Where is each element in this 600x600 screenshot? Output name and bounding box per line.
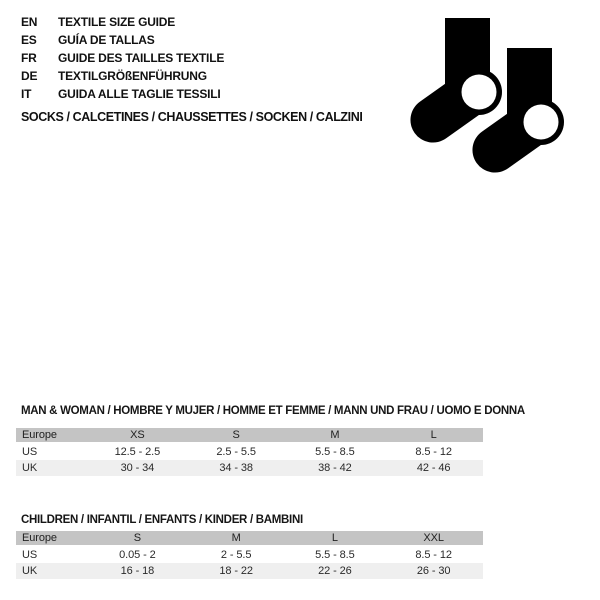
language-title: TEXTILE SIZE GUIDE (58, 15, 176, 29)
language-code: DE (21, 69, 38, 83)
table-cell: 30 - 34 (120, 462, 155, 474)
table-row-uk (16, 563, 483, 579)
table-header-cell: L (430, 429, 437, 441)
size-table-man-woman (16, 428, 483, 476)
table-header-cell: M (330, 429, 340, 441)
table-header-cell: L (331, 532, 338, 544)
socks-icon (400, 10, 570, 185)
table-cell: 2 - 5.5 (220, 549, 252, 561)
table-cell: 8.5 - 12 (415, 446, 452, 458)
table-cell: 5.5 - 8.5 (315, 549, 355, 561)
language-row-it (21, 85, 224, 103)
sock-heel-hole (462, 75, 497, 110)
table-row-uk (16, 460, 483, 476)
language-code: FR (21, 51, 37, 65)
table-cell: 18 - 22 (219, 565, 253, 577)
language-code: IT (21, 87, 32, 101)
table-cell: 8.5 - 12 (415, 549, 452, 561)
table-title-man-woman: MAN & WOMAN / HOMBRE Y MUJER / HOMME ET FEMME / MANN UND FRAU / UOMO E DONNA (21, 405, 525, 417)
language-code: EN (21, 15, 38, 29)
table-cell: 16 - 18 (120, 565, 155, 577)
language-row-fr (21, 49, 224, 67)
table-cell: 34 - 38 (219, 462, 253, 474)
table-header-cell: Europe (22, 532, 57, 544)
row-label-cell: UK (22, 462, 38, 474)
language-code: ES (21, 33, 37, 47)
row-label-cell: UK (22, 565, 38, 577)
language-title: TEXTILGRÖßENFÜHRUNG (58, 69, 207, 83)
sock-left (410, 18, 502, 143)
table-row-us (16, 444, 483, 460)
table-cell: 42 - 46 (416, 462, 451, 474)
table-cell: 26 - 30 (416, 565, 451, 577)
language-guide-list (21, 13, 224, 103)
table-cell: 5.5 - 8.5 (315, 446, 355, 458)
table-title-children: CHILDREN / INFANTIL / ENFANTS / KINDER / BAMBINI (21, 514, 303, 526)
row-label-cell: US (22, 446, 38, 458)
table-header-cell: M (231, 532, 241, 544)
language-row-de (21, 67, 224, 85)
size-table-children (16, 531, 483, 579)
table-header-cell: S (232, 429, 240, 441)
table-header-cell: XXL (423, 532, 444, 544)
table-header-cell: XS (130, 429, 145, 441)
category-title: SOCKS / CALCETINES / CHAUSSETTES / SOCKEN / CALZINI (21, 110, 363, 124)
language-row-en (21, 13, 224, 31)
table-cell: 2.5 - 5.5 (216, 446, 256, 458)
language-row-es (21, 31, 224, 49)
table-cell: 22 - 26 (318, 565, 352, 577)
table-cell: 0.05 - 2 (119, 549, 156, 561)
language-title: GUIDE DES TAILLES TEXTILE (58, 51, 225, 65)
table-header-cell: S (133, 532, 141, 544)
language-title: GUIDA ALLE TAGLIE TESSILI (58, 87, 221, 101)
table-header-row (16, 531, 483, 547)
table-header-cell: Europe (22, 429, 57, 441)
table-cell: 12.5 - 2.5 (114, 446, 161, 458)
sock-heel-hole (524, 105, 559, 140)
row-label-cell: US (22, 549, 38, 561)
table-header-row (16, 428, 483, 444)
table-cell: 38 - 42 (318, 462, 352, 474)
language-title: GUÍA DE TALLAS (58, 33, 155, 47)
table-row-us (16, 547, 483, 563)
